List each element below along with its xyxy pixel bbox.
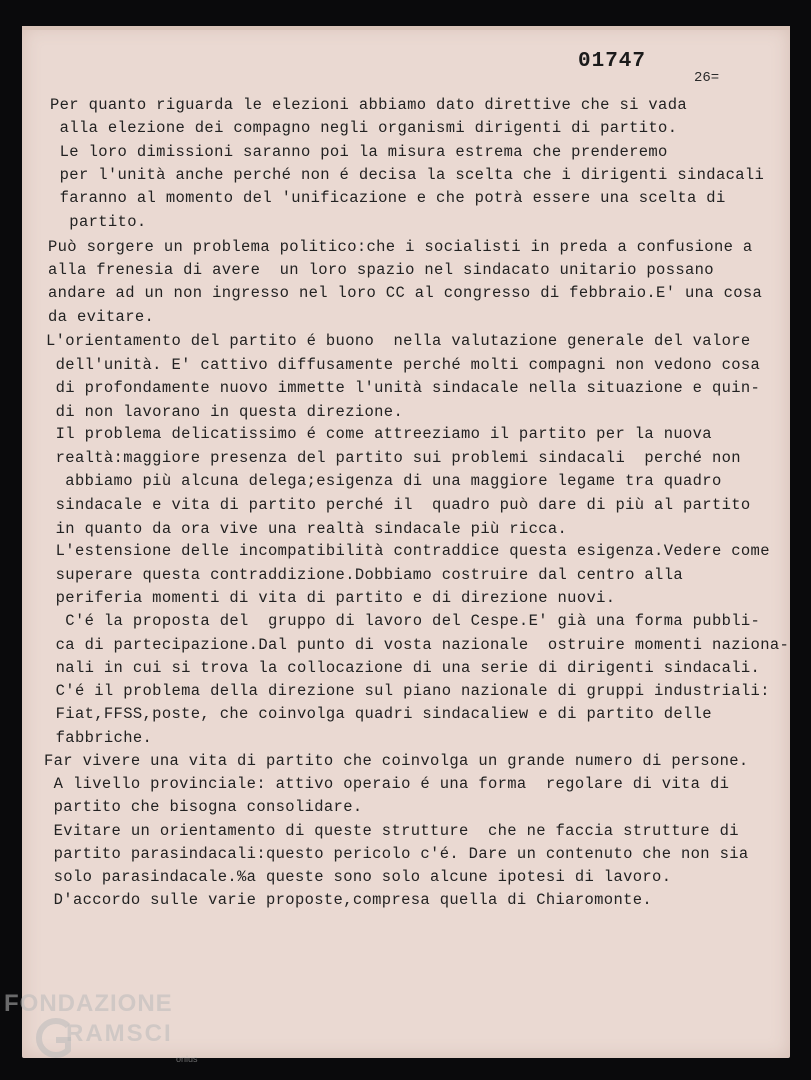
text-line: L'estensione delle incompatibilità contraddice questa esigenza.Vedere come bbox=[46, 542, 770, 560]
document-page bbox=[22, 26, 790, 1058]
text-line: periferia momenti di vita di partito e di direzione nuovi. bbox=[46, 589, 616, 607]
text-line: C'é la proposta del gruppo di lavoro del Cespe.E' già una forma pubbli- bbox=[46, 612, 761, 630]
watermark-line2: RAMSCI bbox=[66, 1020, 173, 1047]
text-line: sindacale e vita di partito perché il quadro può dare di più al partito bbox=[46, 496, 751, 514]
text-line: A livello provinciale: attivo operaio é una forma regolare di vita di bbox=[44, 775, 730, 793]
text-line: in quanto da ora vive una realtà sindacale più ricca. bbox=[46, 520, 568, 538]
text-line: nali in cui si trova la collocazione di una serie di dirigenti sindacali. bbox=[46, 659, 761, 677]
text-line: Può sorgere un problema politico:che i socialisti in preda a confusione a bbox=[48, 238, 753, 256]
text-line: alla frenesia di avere un loro spazio nel sindacato unitario possano bbox=[48, 261, 714, 279]
text-line: partito parasindacali:questo pericolo c'é. Dare un contenuto che non sia bbox=[44, 845, 749, 863]
watermark-line1: FONDAZIONE bbox=[4, 990, 173, 1017]
page-number: 26= bbox=[694, 70, 720, 86]
text-line: D'accordo sulle varie proposte,compresa quella di Chiaromonte. bbox=[44, 891, 653, 909]
text-line: C'é il problema della direzione sul piano nazionale di gruppi industriali: bbox=[46, 682, 770, 700]
text-line: per l'unità anche perché non é decisa la scelta che i dirigenti sindacali bbox=[50, 166, 765, 184]
text-line: faranno al momento del 'unificazione e che potrà essere una scelta di bbox=[50, 189, 726, 207]
text-line: L'orientamento del partito é buono nella valutazione generale del valore bbox=[46, 332, 751, 350]
text-line: Far vivere una vita di partito che coinvolga un grande numero di persone. bbox=[44, 752, 749, 770]
text-line: solo parasindacale.%a queste sono solo alcune ipotesi di lavoro. bbox=[44, 868, 672, 886]
text-line: andare ad un non ingresso nel loro CC al congresso di febbraio.E' una cosa bbox=[48, 284, 763, 302]
watermark-sub: onlus bbox=[176, 1054, 198, 1064]
document-number: 01747 bbox=[578, 50, 647, 73]
text-line: realtà:maggiore presenza del partito sui problemi sindacali perché non bbox=[46, 449, 741, 467]
text-line: partito. bbox=[50, 213, 147, 231]
text-line: da evitare. bbox=[48, 308, 155, 326]
text-line: Evitare un orientamento di queste strutture che ne faccia strutture di bbox=[44, 822, 739, 840]
text-line: abbiamo più alcuna delega;esigenza di una maggiore legame tra quadro bbox=[46, 472, 722, 490]
text-line: di profondamente nuovo immette l'unità sindacale nella situazione e quin- bbox=[46, 379, 761, 397]
text-line: superare questa contraddizione.Dobbiamo costruire dal centro alla bbox=[46, 566, 683, 584]
text-line: alla elezione dei compagno negli organismi dirigenti di partito. bbox=[50, 119, 678, 137]
text-line: Fiat,FFSS,poste, che coinvolga quadri sindacaliew e di partito delle bbox=[46, 705, 712, 723]
text-line: Per quanto riguarda le elezioni abbiamo dato direttive che si vada bbox=[50, 96, 687, 114]
text-line: partito che bisogna consolidare. bbox=[44, 798, 363, 816]
text-line: ca di partecipazione.Dal punto di vosta nazionale ostruire momenti naziona- bbox=[46, 636, 790, 654]
watermark-logo bbox=[4, 990, 224, 1070]
text-line: fabbriche. bbox=[46, 729, 153, 747]
text-line: Il problema delicatissimo é come attreeziamo il partito per la nuova bbox=[46, 425, 712, 443]
text-line: Le loro dimissioni saranno poi la misura estrema che prenderemo bbox=[50, 143, 668, 161]
text-line: dell'unità. E' cattivo diffusamente perché molti compagni non vedono cosa bbox=[46, 356, 761, 374]
text-line: di non lavorano in questa direzione. bbox=[46, 403, 404, 421]
